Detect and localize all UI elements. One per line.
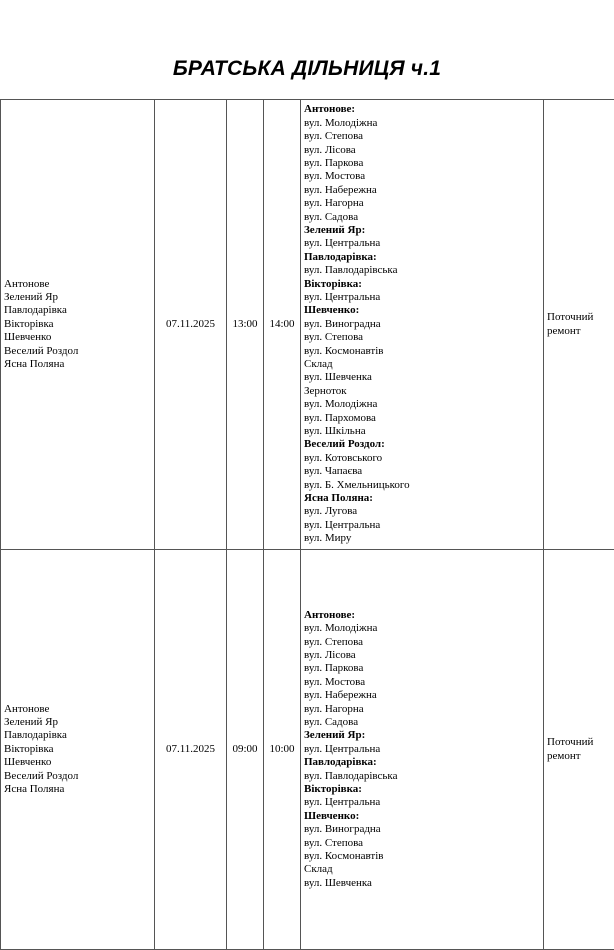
street-item: вул. Шевченка [304,877,540,890]
streets-cell [301,550,544,950]
street-item: Склад [304,863,540,876]
street-item: вул. Космонавтів [304,345,540,358]
street-item: вул. Чапаєва [304,465,540,478]
street-item: вул. Лісова [304,144,540,157]
settlement-name: Шевченко [4,331,151,344]
streets-cell [301,100,544,550]
street-item: вул. Лісова [304,649,540,662]
settlement-name: Зелений Яр [4,291,151,304]
settlement-heading: Павлодарівка: [304,756,540,769]
settlement-name: Антонове [4,703,151,716]
settlement-name: Павлодарівка [4,729,151,742]
reason-cell [544,550,614,950]
table-row [1,100,614,550]
date-cell: 07.11.2025 [155,550,227,950]
street-item: вул. Центральна [304,237,540,250]
street-item: Склад [304,358,540,371]
settlement-heading: Веселий Роздол: [304,438,540,451]
settlement-name: Зелений Яр [4,716,151,729]
street-item: вул. Космонавтів [304,850,540,863]
reason-text: ремонт [547,325,611,338]
street-item: вул. Павлодарівська [304,264,540,277]
page-title: БРАТСЬКА ДІЛЬНИЦЯ ч.1 [0,57,614,81]
street-item: вул. Молодіжна [304,622,540,635]
settlement-heading: Вікторівка: [304,278,540,291]
settlement-heading: Шевченко: [304,304,540,317]
settlement-name: Антонове [4,278,151,291]
settlements-cell [1,550,155,950]
street-item: вул. Набережна [304,689,540,702]
street-item: вул. Степова [304,837,540,850]
settlement-heading: Зелений Яр: [304,729,540,742]
street-item: вул. Садова [304,716,540,729]
end-time-cell: 14:00 [264,100,301,550]
street-item: вул. Шкільна [304,425,540,438]
settlement-heading: Шевченко: [304,810,540,823]
street-item: вул. Нагорна [304,197,540,210]
street-item: вул. Нагорна [304,703,540,716]
reason-text: ремонт [547,750,611,763]
settlement-name: Вікторівка [4,318,151,331]
street-item: вул. Виноградна [304,823,540,836]
street-item: вул. Б. Хмельницького [304,479,540,492]
settlement-name: Шевченко [4,756,151,769]
schedule-table [0,99,614,950]
settlement-heading: Павлодарівка: [304,251,540,264]
street-item: вул. Степова [304,636,540,649]
street-item: вул. Степова [304,130,540,143]
street-item: вул. Котовського [304,452,540,465]
street-item: вул. Молодіжна [304,398,540,411]
reason-cell [544,100,614,550]
street-item: вул. Пархомова [304,412,540,425]
street-item: вул. Павлодарівська [304,770,540,783]
settlement-name: Веселий Роздол [4,770,151,783]
start-time-cell: 13:00 [227,100,264,550]
street-item: вул. Паркова [304,157,540,170]
street-item: вул. Набережна [304,184,540,197]
street-item: вул. Садова [304,211,540,224]
street-item: вул. Мостова [304,676,540,689]
reason-text: Поточний [547,736,611,749]
street-item: вул. Паркова [304,662,540,675]
street-item: вул. Центральна [304,519,540,532]
settlement-heading: Антонове: [304,103,540,116]
street-item: вул. Центральна [304,796,540,809]
street-item: вул. Виноградна [304,318,540,331]
reason-text: Поточний [547,311,611,324]
end-time-cell: 10:00 [264,550,301,950]
street-item: вул. Мостова [304,170,540,183]
street-item: вул. Миру [304,532,540,545]
street-item: вул. Центральна [304,743,540,756]
settlement-name: Павлодарівка [4,304,151,317]
settlement-heading: Зелений Яр: [304,224,540,237]
street-item: вул. Центральна [304,291,540,304]
settlement-name: Ясна Поляна [4,783,151,796]
table-row [1,550,614,950]
settlements-cell [1,100,155,550]
settlement-heading: Вікторівка: [304,783,540,796]
street-item: вул. Молодіжна [304,117,540,130]
settlement-name: Ясна Поляна [4,358,151,371]
street-item: вул. Шевченка [304,371,540,384]
street-item: вул. Лугова [304,505,540,518]
settlement-heading: Ясна Поляна: [304,492,540,505]
start-time-cell: 09:00 [227,550,264,950]
settlement-heading: Антонове: [304,609,540,622]
street-item: вул. Степова [304,331,540,344]
settlement-name: Веселий Роздол [4,345,151,358]
settlement-name: Вікторівка [4,743,151,756]
date-cell: 07.11.2025 [155,100,227,550]
street-item: Зерноток [304,385,540,398]
